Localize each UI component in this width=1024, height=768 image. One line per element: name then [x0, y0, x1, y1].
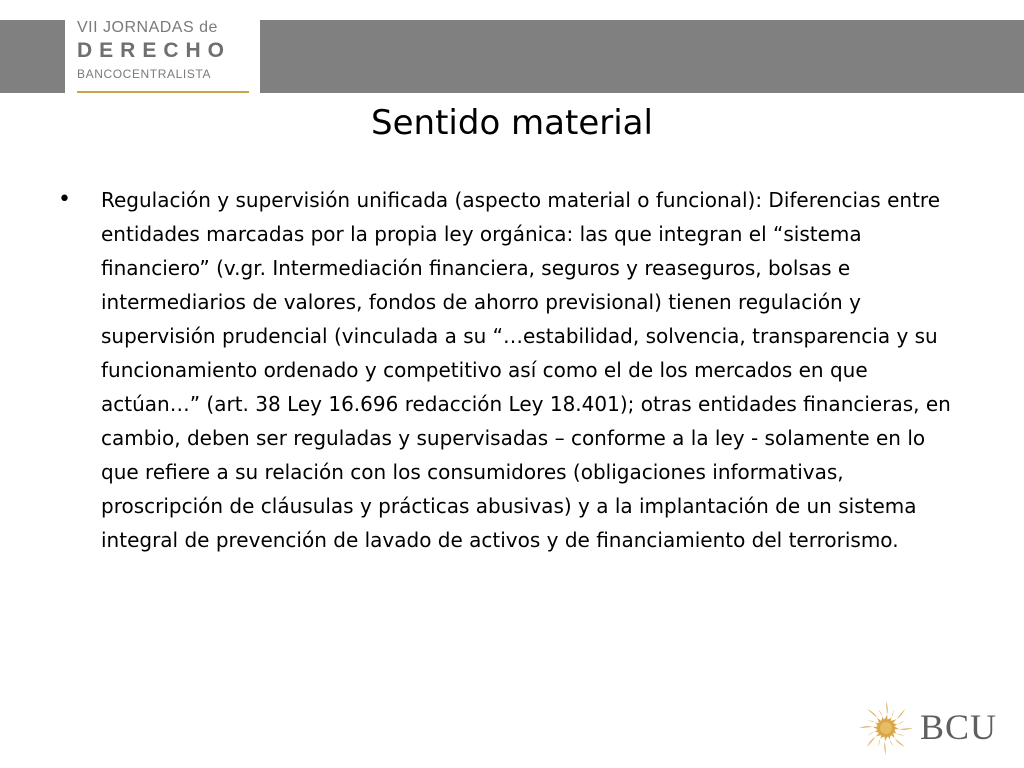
sun-ray: [878, 736, 884, 747]
sun-ray: [888, 710, 894, 721]
sun-ray: [894, 730, 905, 736]
event-logo-rule: [77, 91, 249, 93]
sun-ray: [888, 736, 894, 747]
sun-ray: [859, 726, 877, 729]
sun-icon: [858, 700, 914, 756]
bullet-marker: •: [58, 187, 71, 212]
bcu-logo: [858, 700, 1008, 756]
sun-ray: [868, 730, 879, 736]
event-logo-line1: VII JORNADAS de: [77, 19, 218, 36]
slide-title: Sentido material: [371, 103, 653, 143]
sun-ray: [878, 710, 884, 721]
bullet-text: Regulación y supervisión unificada (aspecto material o funcional): Diferencias entre entidades marcadas por la propia ley orgánica: las que integran el “sistema financiero” (v.gr. Intermediación financiera, seguros y reaseguros, bolsas e intermediarios de valores, fondos de ahorro previsional) tienen regulación y supervisión prudencial (vinculada a su “…estabilidad, solvencia, transparencia y su funcionamiento ordenado y competitivo así como el de los mercados en que actúan…” (art. 38 Ley 16.696 redacción Ley 18.401); otras entidades financieras, en cambio, deben ser reguladas y supervisadas – conforme a la ley - solamente en lo que refiere a su relación con los consumidores (obligaciones informativas, proscripción de cláusulas y prácticas abusivas) y a la implantación de un sistema integral de prevención de lavado de activos y de financiamiento del terrorismo.: [101, 188, 951, 552]
event-logo-line3: BANCOCENTRALISTA: [77, 67, 212, 81]
sun-ray: [884, 737, 887, 755]
event-logo: [65, 12, 260, 94]
sun-ray: [894, 720, 905, 726]
slide-content: [58, 183, 968, 557]
sun-ray: [895, 727, 913, 730]
event-logo-line2: DERECHO: [77, 39, 232, 62]
sun-ray: [885, 701, 888, 719]
bullet-item: [58, 183, 968, 557]
bcu-logo-text: BCU: [920, 707, 998, 747]
sun-ray: [868, 720, 879, 726]
